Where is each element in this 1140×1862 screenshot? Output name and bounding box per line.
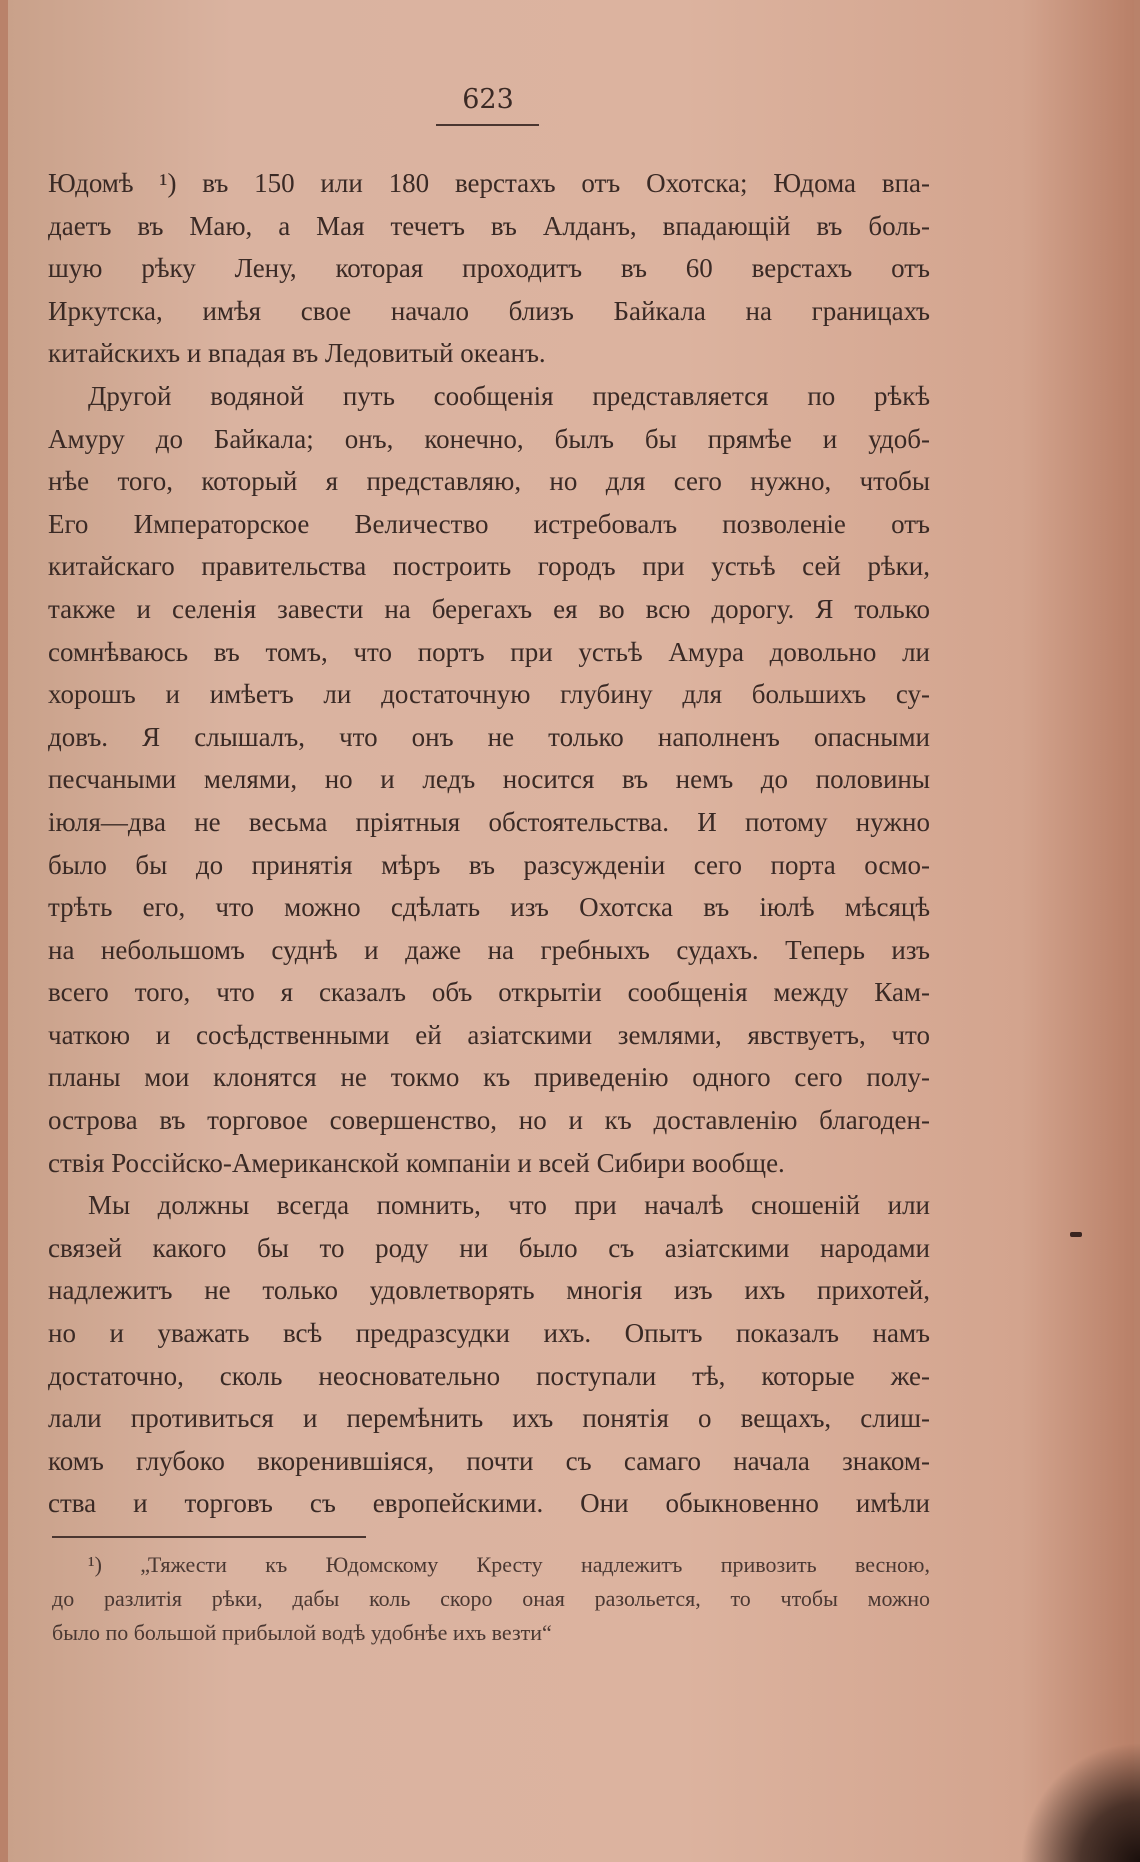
text-line: на небольшомъ суднѣ и даже на гребныхъ судахъ. Теперь изъ xyxy=(48,934,930,965)
text-line: связей какого бы то роду ни было съ азіатскими народами xyxy=(48,1232,930,1263)
text-line: также и селенія завести на берегахъ ея во всю дорогу. Я только xyxy=(48,593,930,624)
text-line: Юдомѣ ¹) въ 150 или 180 верстахъ отъ Охотска; Юдома впа- xyxy=(48,168,930,198)
text-line: трѣть его, что можно сдѣлать изъ Охотска въ іюлѣ мѣсяцѣ xyxy=(48,892,930,923)
text-line: чаткою и сосѣдственными ей азіатскими землями, явствуетъ, что xyxy=(48,1019,930,1050)
text-line: всего того, что я сказалъ объ открытіи сообщенія между Кам- xyxy=(48,977,930,1008)
text-line: нѣе того, который я представляю, но для сего нужно, чтобы xyxy=(48,466,930,497)
text-line: ства и торговъ съ европейскими. Они обыкновенно имѣли xyxy=(48,1488,930,1519)
footnote-line: ¹) „Тяжести къ Юдомскому Кресту надлежитъ привозить весною, xyxy=(88,1552,930,1577)
text-line: китайскаго правительства построить городъ при устьѣ сей рѣки, xyxy=(48,551,930,582)
text-line: шую рѣку Лену, которая проходитъ въ 60 верстахъ отъ xyxy=(48,253,930,284)
text-line: Его Императорское Величество истребовалъ позволеніе отъ xyxy=(48,508,930,539)
footnote xyxy=(52,1548,930,1650)
text-line: комъ глубоко вкоренившіяся, почти съ самаго начала знаком- xyxy=(48,1445,930,1476)
text-line: Мы должны всегда помнить, что при началѣ сношеній или xyxy=(88,1190,930,1221)
text-line: песчаными мелями, но и ледъ носится въ немъ до половины xyxy=(48,764,930,795)
footnote-line: было по большой прибылой водѣ удобнѣе ихъ везти“ xyxy=(52,1620,552,1645)
text-line: острова въ торговое совершенство, но и къ доставленію благоден- xyxy=(48,1105,930,1136)
text-line: надлежитъ не только удовлетворять многія изъ ихъ прихотей, xyxy=(48,1275,930,1306)
text-line: Амуру до Байкала; онъ, конечно, былъ бы прямѣе и удоб- xyxy=(48,423,930,454)
text-line: Иркутска, имѣя свое начало близъ Байкала на границахъ xyxy=(48,295,930,326)
text-line: даетъ въ Маю, а Мая течетъ въ Алданъ, впадающій въ боль- xyxy=(48,210,930,241)
text-line: Другой водяной путь сообщенія представляется по рѣкѣ xyxy=(88,380,930,411)
corner-shadow xyxy=(1020,1742,1140,1862)
text-line: но и уважать всѣ предразсудки ихъ. Опытъ показалъ намъ xyxy=(48,1318,930,1349)
text-line: было бы до принятія мѣръ въ разсужденіи сего порта осмо- xyxy=(48,849,930,880)
text-line: хорошъ и имѣетъ ли достаточную глубину для большихъ су- xyxy=(48,679,930,710)
text-line: китайскихъ и впадая въ Ледовитый океанъ. xyxy=(48,338,546,369)
page-number-rule xyxy=(436,124,539,126)
text-line: сомнѣваюсь въ томъ, что портъ при устьѣ Амура довольно ли xyxy=(48,636,930,667)
ink-smudge xyxy=(1070,1232,1082,1237)
text-line: планы мои клонятся не токмо къ приведенію одного сего полу- xyxy=(48,1062,930,1093)
text-line: іюля—два не весьма пріятныя обстоятельства. И потому нужно xyxy=(48,806,930,837)
body-text xyxy=(48,162,930,1525)
text-line: лали противиться и перемѣнить ихъ понятія о вещахъ, слиш- xyxy=(48,1403,930,1434)
footnote-line: до разлитія рѣки, дабы коль скоро оная разольется, то чтобы можно xyxy=(52,1586,930,1611)
footnote-rule xyxy=(52,1536,366,1538)
text-line: достаточно, сколь неосновательно поступали тѣ, которые же- xyxy=(48,1360,930,1391)
book-page xyxy=(8,0,1134,1862)
text-line: ствія Россійско-Американской компаніи и всей Сибири вообще. xyxy=(48,1147,785,1178)
page-number: 623 xyxy=(462,84,514,115)
text-line: довъ. Я слышалъ, что онъ не только наполненъ опасными xyxy=(48,721,930,752)
